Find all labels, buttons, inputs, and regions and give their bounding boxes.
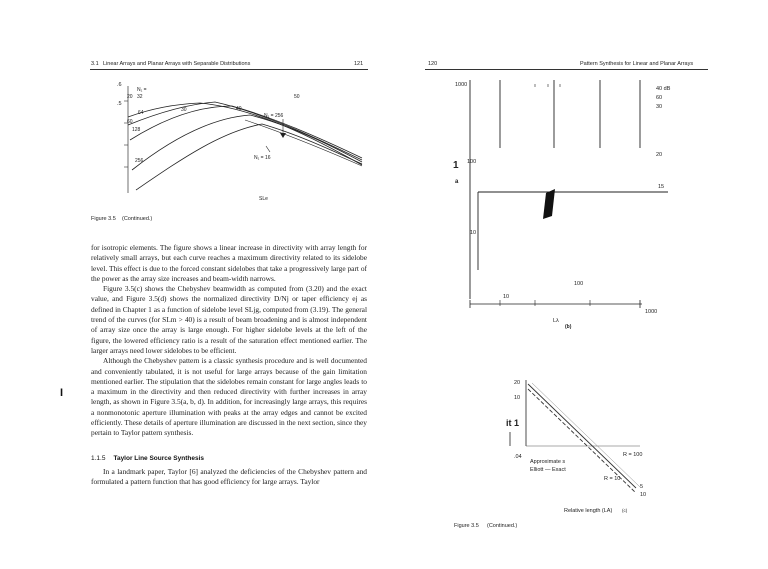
fig-c-xlabel: Relative length (LA) (564, 508, 613, 514)
right-figure-caption-note: (Continued.) (487, 523, 518, 529)
right-page-number: 120 (428, 61, 438, 67)
label-20: 20 (127, 94, 133, 100)
curve-n1-256 (136, 124, 362, 190)
label-32: 32 (137, 94, 143, 100)
fig-b-xlabel-10: 10 (503, 294, 510, 300)
fig-c-panel: (c) (622, 508, 628, 513)
fig-b-label-15: 15 (658, 184, 665, 190)
left-header-section: 3.1 (91, 61, 99, 67)
fig-b-xlabel-llambda: Lλ (553, 318, 559, 324)
left-header-title: Linear Arrays and Planar Arrays with Separable Distributions (103, 61, 251, 67)
section-body (91, 467, 367, 488)
label-50: 50 (294, 94, 300, 100)
left-ytick-0: .6 (117, 82, 122, 88)
label-30: 30 (181, 107, 187, 113)
label-128: 128 (132, 127, 141, 133)
section-paragraph: In a landmark paper, Taylor [6] analyzed the deficiencies of the Chebyshev pattern and formulated a pattern function that has good efficiency for large arrays. Taylor (91, 467, 367, 487)
fig-b-axis-a: a (455, 179, 459, 185)
left-figure-caption-note: (Continued.) (122, 216, 153, 222)
curve-n1-64 (130, 106, 362, 158)
fig-b-label-40db: 40 dB (656, 86, 671, 92)
label-64: 64 (138, 110, 144, 116)
left-body-text (91, 243, 367, 439)
fig-c-label-r10: R = 10 (604, 476, 621, 482)
label-60: 60 (127, 119, 133, 125)
left-figure-caption: Figure 3.5 (91, 216, 116, 222)
fig-b-label-1000: 1000 (455, 82, 468, 88)
paragraph-2: Figure 3.5(c) shows the Chebyshev beamwidth as computed from (3.20) and the exact value, and Figure 3.5(d) shows the normalized directivity D/Nj or taper efficiency ej as defined in Chapter 1 as a function of sidelobe level SLjg, computed from (3.19). The general trend of the curves (for SLm > 40) is a result of beam broadening and is almost independent of array size once the array is large enough. For higher sidelobe levels at the left of the figure, the lowered efficiency ratio is a result of the saturation effect mentioned earlier. The larger arrays need lower sidelobes to be efficient. (91, 284, 367, 355)
fig-c-label-5: 5 (640, 484, 644, 490)
right-header-title: Pattern Synthesis for Linear and Planar Arrays (580, 61, 694, 67)
margin-mark: I (60, 387, 64, 399)
left-page-number: 121 (354, 61, 364, 67)
fig-c-axis-mark: it 1 (506, 418, 520, 428)
fig-c-label-r100: R = 100 (623, 452, 643, 458)
fig-b-label-100: 100 (467, 159, 477, 165)
fig-b-axis-1: 1 (453, 160, 459, 171)
left-x-label: SLe (259, 196, 268, 202)
label-n1-16: N₁ = 16 (254, 155, 271, 161)
arrow-16 (266, 146, 270, 152)
fig-b-label-30: 30 (656, 104, 663, 110)
paragraph-3: Although the Chebyshev pattern is a classic synthesis procedure and is well documented and conveniently tabulated, it is not useful for large arrays because of the gain limitation mentioned earlier. The stipulation that the sidelobes remain constant for large angles leads to a maximum in the directivity and then reduced directivity with further increases in array length, as shown in Figure 3.5(a, b, d). In addition, for increasingly large arrays, this requires a nonmonotonic aperture illumination with peaks at the array edges and cannot be excited efficiently. These details of aperture illumination are discussed in the next section, since they pertain to Taylor pattern synthesis. (91, 356, 367, 438)
label-n1-256: N₁ = 256 (264, 113, 284, 119)
fig-c-label-04: .04 (514, 454, 522, 460)
label-40: 40 (236, 106, 242, 112)
right-figure-b (453, 80, 671, 330)
fig-b-panel-b: (b) (565, 324, 572, 330)
left-ytick-1: .5 (117, 101, 122, 107)
fig-b-xlabel-1000: 1000 (645, 309, 658, 315)
right-figure-c (506, 380, 646, 514)
fig-c-label-elliott: Elliott — Exact (530, 467, 566, 473)
fig-b-label-20: 20 (656, 152, 663, 158)
fig-c-label-10b: 10 (640, 492, 647, 498)
left-directivity-figure (117, 82, 362, 202)
fig-c-label-approx: Approximate s (530, 459, 566, 465)
right-figure-caption: Figure 3.5 (454, 523, 479, 529)
fig-c-label-20: 20 (514, 380, 521, 386)
section-heading (91, 455, 204, 462)
section-number: 1.1.5 (91, 455, 106, 462)
label-256: 256 (135, 158, 144, 164)
fig-b-label-60: 60 (656, 95, 663, 101)
fig-b-xlabel-100: 100 (574, 281, 584, 287)
fig-b-label-10: 10 (470, 230, 477, 236)
fig-c-label-10: 10 (514, 395, 521, 401)
label-n1: N₁ = (137, 87, 147, 93)
paragraph-1: for isotropic elements. The figure shows a linear increase in directivity with array length for relatively small arrays, but each curve reaches a maximum directivity related to its sidelobe level. This effect is due to the forced constant sidelobes that take a progressively large part of the power as the array size increases and beam-width narrows. (91, 243, 367, 283)
section-title: Taylor Line Source Synthesis (113, 455, 205, 462)
figure-b-ink-mark (543, 189, 555, 219)
